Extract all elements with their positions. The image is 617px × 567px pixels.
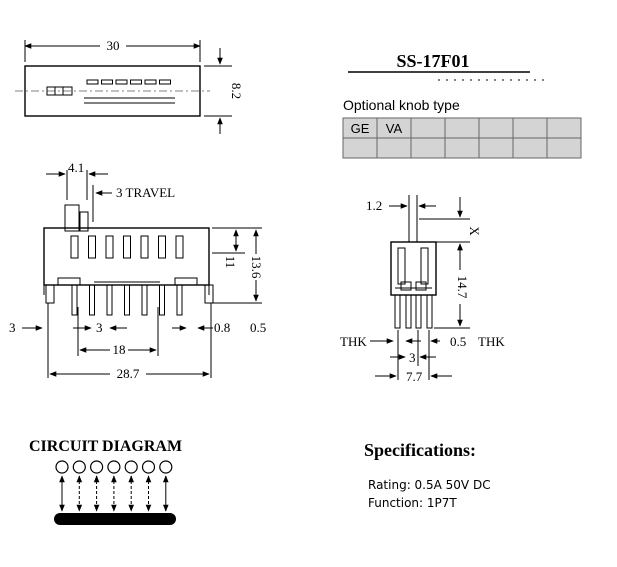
circuit-terminal — [108, 461, 120, 473]
front-pin — [125, 285, 130, 315]
top-contact-slot — [160, 80, 171, 84]
dim-side-left: 3 — [9, 320, 16, 335]
top-contact-slot — [102, 80, 113, 84]
dim-side-shaft: 1.2 — [366, 198, 383, 213]
dim-top-width: 30 — [106, 38, 120, 53]
top-contact-slot — [145, 80, 156, 84]
circuit-heading: CIRCUIT DIAGRAM — [29, 438, 183, 455]
circuit-common-bar — [54, 513, 176, 525]
dim-top-height: 8.2 — [229, 82, 244, 100]
circuit-terminal — [91, 461, 103, 473]
circuit-terminal — [56, 461, 68, 473]
circuit-terminal — [125, 461, 137, 473]
front-pin — [90, 285, 95, 315]
knob-cell — [547, 138, 581, 158]
front-contact-window — [141, 236, 148, 258]
dim-height-inner: 11 — [223, 255, 238, 269]
side-view-drawing — [340, 195, 505, 384]
circuit-terminal — [143, 461, 155, 473]
knob-cell — [479, 138, 513, 158]
dim-body-width: 28.7 — [116, 366, 140, 381]
dim-height-total: 13.6 — [249, 255, 264, 279]
knob-type-table — [343, 118, 581, 158]
front-contact-window — [124, 236, 131, 258]
knob-cell — [411, 118, 445, 138]
front-pin — [107, 285, 112, 315]
dim-pin-span: 18 — [112, 342, 126, 357]
knob-cell-label: GE — [350, 121, 370, 136]
front-contact-window — [176, 236, 183, 258]
knob-cell — [513, 138, 547, 158]
top-contact-slot — [116, 80, 127, 84]
front-pin — [160, 285, 165, 315]
front-contact-window — [89, 236, 96, 258]
circuit-terminal — [73, 461, 85, 473]
knob-cell — [513, 118, 547, 138]
dim-pitch: 4.1 — [68, 160, 85, 175]
dim-pin-right: 0.5 — [250, 320, 267, 335]
dim-side-height: 14.7 — [455, 275, 470, 299]
dim-travel: 3 TRAVEL — [116, 185, 176, 200]
spec-function: Function: 1P7T — [368, 496, 457, 510]
label-thk-left: THK — [340, 334, 367, 349]
knob-cell — [411, 138, 445, 158]
specs-heading: Specifications: — [364, 440, 476, 460]
dim-side-thk: 0.5 — [450, 334, 467, 349]
knob-cell — [343, 138, 377, 158]
knob-cell — [479, 118, 513, 138]
front-pin — [177, 285, 182, 315]
label-thk-right: THK — [478, 334, 505, 349]
knob-cell — [377, 138, 411, 158]
front-pin — [72, 285, 77, 315]
front-view-drawing — [9, 160, 266, 381]
knob-cell — [445, 118, 479, 138]
circuit-terminal — [160, 461, 172, 473]
knob-cell — [445, 138, 479, 158]
top-contact-slot — [87, 80, 98, 84]
spec-rating: Rating: 0.5A 50V DC — [368, 478, 491, 492]
dim-side-width: 7.7 — [406, 369, 423, 384]
top-contact-slot — [131, 80, 142, 84]
knob-cell-label: VA — [385, 121, 403, 136]
knob-cell — [547, 118, 581, 138]
circuit-diagram — [54, 461, 176, 525]
dim-pin-thk: 0.8 — [214, 320, 231, 335]
front-contact-window — [106, 236, 113, 258]
front-contact-window — [71, 236, 78, 258]
knob-heading: Optional knob type — [343, 97, 460, 113]
front-pin — [142, 285, 147, 315]
front-contact-window — [159, 236, 166, 258]
dim-side-pitch: 3 — [409, 350, 416, 365]
model-title: SS-17F01 — [396, 51, 470, 71]
top-view-drawing — [15, 38, 244, 134]
dim-pin-pitch: 3 — [96, 320, 103, 335]
dim-side-x: X — [467, 226, 482, 236]
